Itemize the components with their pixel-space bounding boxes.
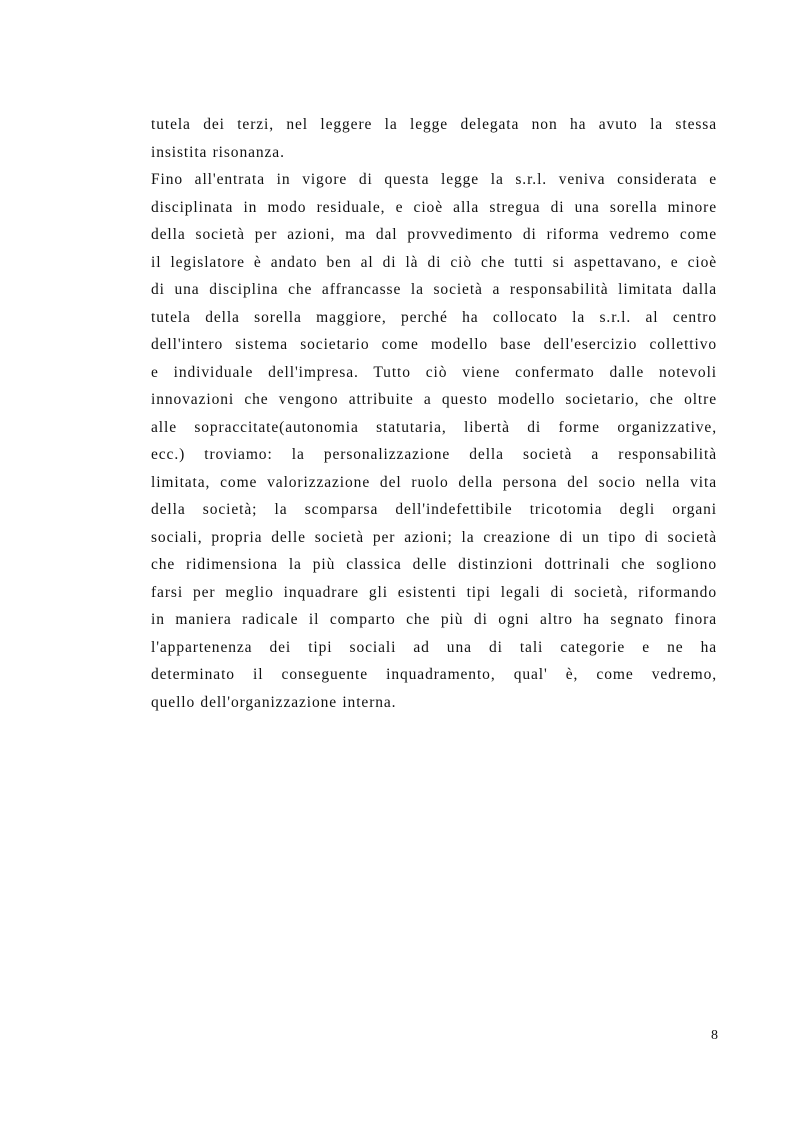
text-line: che ridimensiona la più classica delle distinzioni dottrinali che sogliono [151,556,717,573]
text-line: sociali, propria delle società per azioni; la creazione di un tipo di società [151,528,717,546]
text-line: tutela della sorella maggiore, perché ha collocato la s.r.l. al centro [151,308,717,326]
text-line: dell'intero sistema societario come modello base dell'esercizio collettivo [151,336,717,353]
text-line: di una disciplina che affrancasse la società a responsabilità limitata dalla [151,281,717,298]
body-text [151,111,717,716]
text-line: alle sopraccitate(autonomia statutaria, libertà di forme organizzative, [151,418,717,436]
text-line: Fino all'entrata in vigore di questa legge la s.r.l. veniva considerata e [151,171,717,188]
text-line: limitata, come valorizzazione del ruolo della persona del socio nella vita [151,473,717,491]
text-line: disciplinata in modo residuale, e cioè alla stregua di una sorella minore [151,198,717,216]
text-line: tutela dei terzi, nel leggere la legge delegata non ha avuto la stessa [151,116,717,133]
text-line: il legislatore è andato ben al di là di ciò che tutti si aspettavano, e cioè [151,253,717,271]
text-line: in maniera radicale il comparto che più di ogni altro ha segnato finora [151,611,717,628]
text-line: l'appartenenza dei tipi sociali ad una di tali categorie e ne ha [151,638,717,656]
text-line: insistita risonanza. [151,143,285,161]
text-line: quello dell'organizzazione interna. [151,693,397,711]
page-number: 8 [711,1028,718,1043]
text-line: innovazioni che vengono attribuite a questo modello societario, che oltre [151,391,717,408]
text-line: della società per azioni, ma dal provvedimento di riforma vedremo come [151,226,717,243]
text-line: della società; la scomparsa dell'indefettibile tricotomia degli organi [151,501,717,518]
text-line: farsi per meglio inquadrare gli esistenti tipi legali di società, riformando [151,583,717,601]
text-line: determinato il conseguente inquadramento, qual' è, come vedremo, [151,666,717,683]
text-line: e individuale dell'impresa. Tutto ciò viene confermato dalle notevoli [151,363,717,381]
text-line: ecc.) troviamo: la personalizzazione della società a responsabilità [151,446,717,463]
